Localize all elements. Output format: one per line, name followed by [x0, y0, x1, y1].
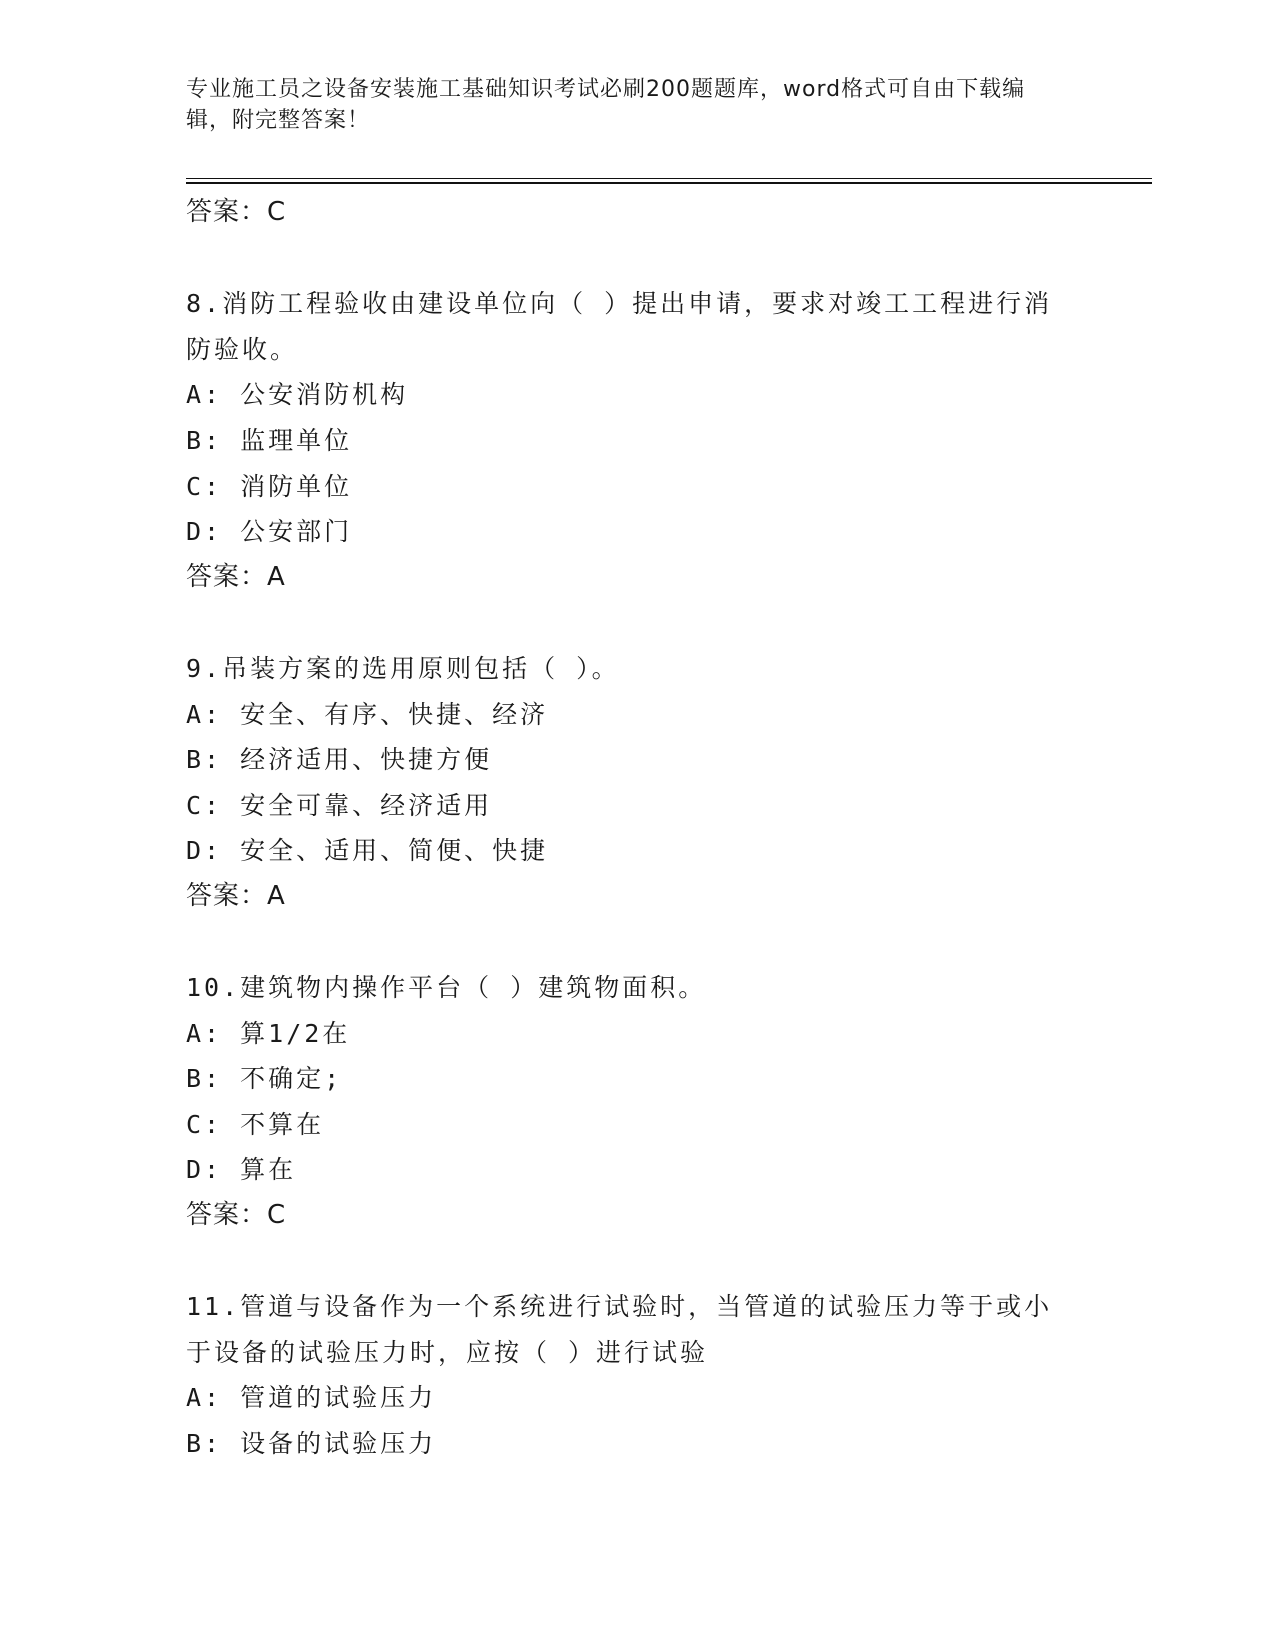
answer-line: 答案：A [186, 880, 286, 911]
question-stem: 11.管道与设备作为一个系统进行试验时，当管道的试验压力等于或小 [186, 1292, 1053, 1322]
answer-line: 答案：A [186, 561, 286, 592]
question-list [186, 190, 1086, 1467]
option-b: B: 监理单位 [186, 425, 353, 455]
previous-answer: 答案：C [186, 197, 287, 227]
option-b: B: 设备的试验压力 [186, 1429, 437, 1459]
header-rule-thin [186, 178, 1152, 179]
question-10 [186, 965, 1086, 1239]
option-d: D: 公安部门 [186, 517, 353, 547]
option-b: B: 经济适用、快捷方便 [186, 745, 493, 775]
question-11 [186, 1284, 1086, 1466]
option-a: A: 公安消防机构 [186, 380, 409, 410]
question-stem-continued: 防验收。 [186, 334, 299, 364]
document-header: 专业施工员之设备安装施工基础知识考试必刷200题题库，word格式可自由下载编辑，附完整答案！ [186, 77, 1026, 133]
question-9 [186, 646, 1086, 920]
question-stem-continued: 于设备的试验压力时，应按（ ）进行试验 [186, 1337, 709, 1367]
answer-line: 答案：C [186, 1200, 287, 1231]
option-c: C: 安全可靠、经济适用 [186, 790, 493, 820]
option-c: C: 消防单位 [186, 471, 353, 501]
option-d: D: 安全、适用、简便、快捷 [186, 836, 549, 866]
question-stem: 10.建筑物内操作平台（ ）建筑物面积。 [186, 973, 707, 1003]
option-a: A: 安全、有序、快捷、经济 [186, 699, 549, 729]
option-a: A: 算1/2在 [186, 1018, 351, 1048]
question-stem: 8.消防工程验收由建设单位向（ ）提出申请，要求对竣工工程进行消 [186, 289, 1053, 319]
header-rule-thick [186, 182, 1152, 184]
option-c: C: 不算在 [186, 1109, 325, 1139]
option-b: B: 不确定; [186, 1064, 343, 1094]
question-8 [186, 281, 1086, 600]
question-stem: 9.吊装方案的选用原则包括（ ）。 [186, 653, 620, 683]
option-a: A: 管道的试验压力 [186, 1383, 437, 1413]
option-d: D: 算在 [186, 1155, 297, 1185]
